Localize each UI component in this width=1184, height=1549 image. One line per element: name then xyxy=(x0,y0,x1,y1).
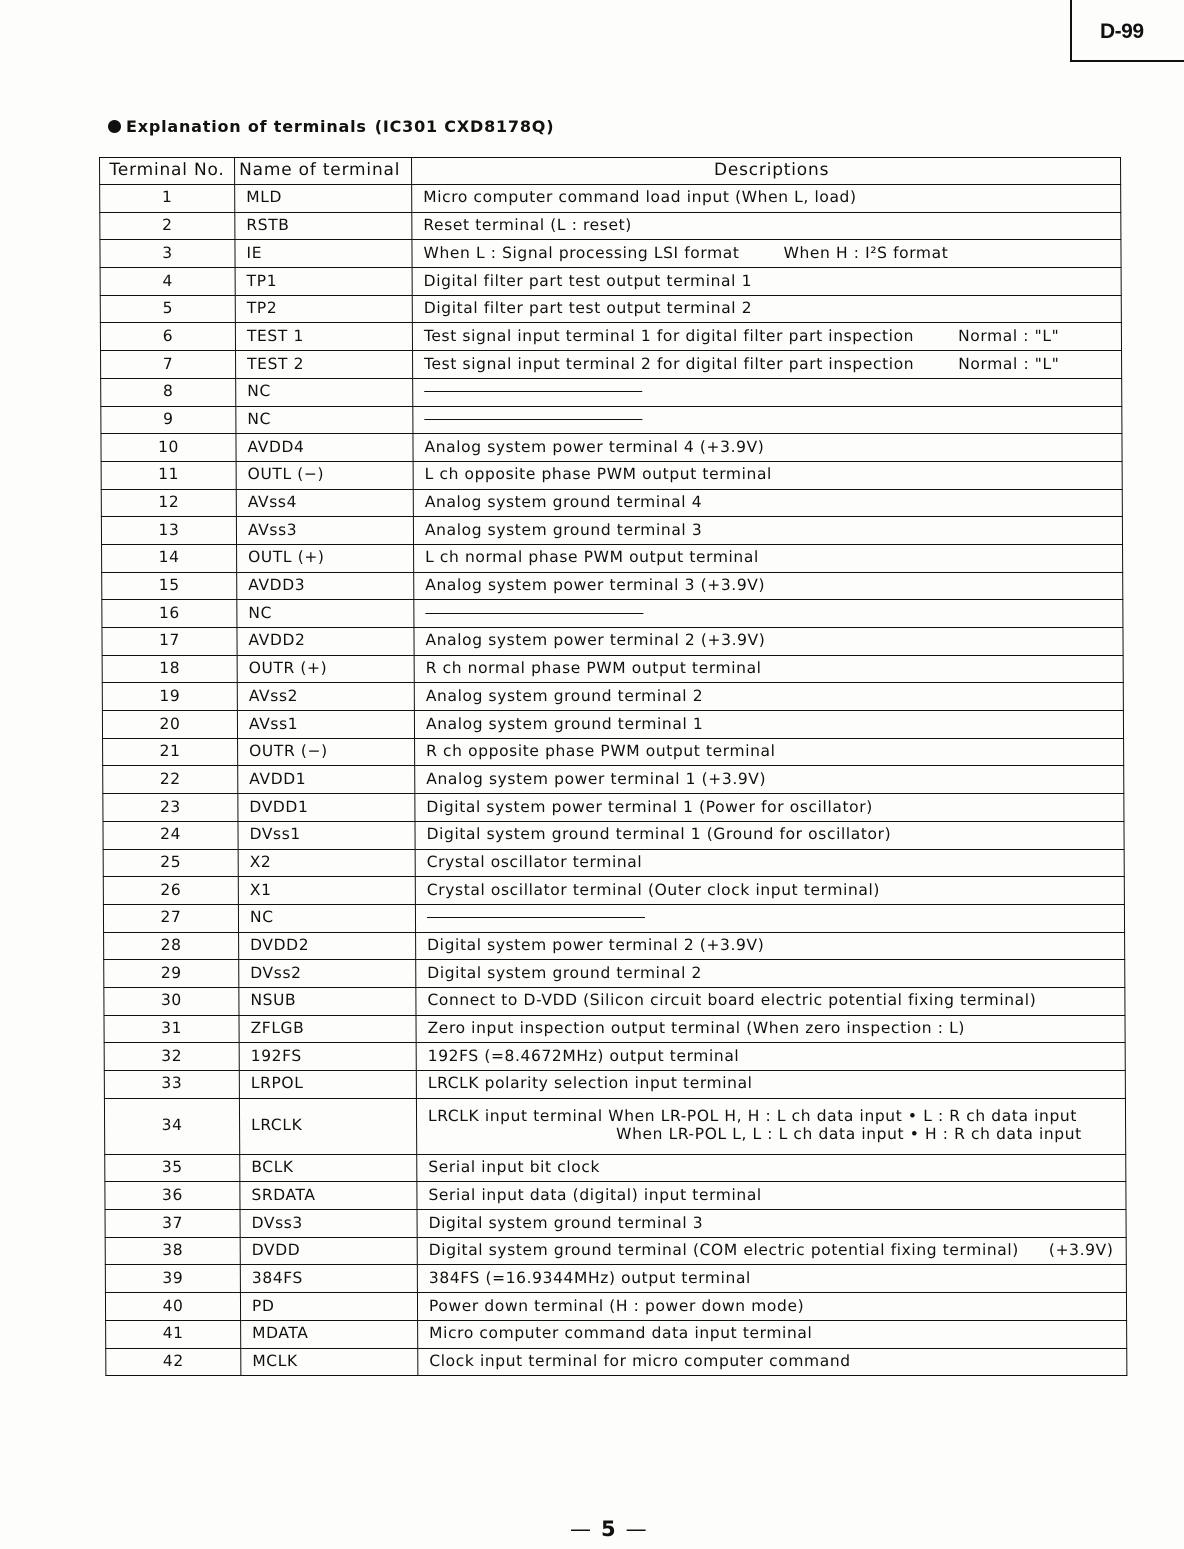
terminal-name-cell: ZFLGB xyxy=(239,1015,416,1043)
description-line-2: When LR-POL L, L : L ch data input • H : R ch data input xyxy=(616,1125,1082,1144)
table-row xyxy=(103,849,1124,877)
description-cell xyxy=(412,323,1121,351)
empty-dash-line xyxy=(424,419,642,420)
terminal-no-cell: 20 xyxy=(102,711,237,739)
table-row xyxy=(100,295,1121,323)
description-cell xyxy=(417,1182,1126,1210)
description-cell xyxy=(417,1154,1126,1182)
description-text: Digital system ground terminal 1 (Ground for oscillator) xyxy=(426,825,892,844)
description-text: Analog system ground terminal 1 xyxy=(425,714,704,733)
table-row xyxy=(106,1348,1127,1376)
empty-dash-line xyxy=(425,613,643,614)
terminal-name-cell: LRCLK xyxy=(239,1098,416,1154)
page-footer xyxy=(560,1517,657,1541)
description-extra: Normal : "L" xyxy=(958,354,1060,373)
terminal-name-cell: TP1 xyxy=(235,268,412,296)
table-row xyxy=(100,212,1121,240)
description-text: R ch normal phase PWM output terminal xyxy=(425,659,762,678)
terminal-name-cell: TP2 xyxy=(235,295,412,323)
page-label: D-99 xyxy=(1100,20,1144,43)
bullet-icon xyxy=(108,120,121,133)
description-text: Serial input bit clock xyxy=(428,1158,601,1177)
terminal-no-cell: 15 xyxy=(102,572,237,600)
header-name-of-terminal: Name of terminal xyxy=(235,158,412,185)
terminal-name-cell: MCLK xyxy=(241,1348,418,1376)
terminal-name-cell: 192FS xyxy=(239,1043,416,1071)
terminal-no-cell: 7 xyxy=(101,351,236,379)
terminal-no-cell: 28 xyxy=(104,932,239,960)
terminals-table xyxy=(99,157,1127,1376)
table-row xyxy=(104,960,1125,988)
terminal-no-cell: 9 xyxy=(101,406,236,434)
header-descriptions: Descriptions xyxy=(412,158,1121,185)
terminal-no-cell: 31 xyxy=(104,1015,239,1043)
terminal-no-cell: 10 xyxy=(101,434,236,462)
table-row xyxy=(103,877,1124,905)
description-text: L ch opposite phase PWM output terminal xyxy=(424,465,772,484)
description-cell xyxy=(415,794,1124,822)
terminal-name-cell: PD xyxy=(240,1293,417,1321)
terminal-no-cell: 40 xyxy=(105,1293,240,1321)
empty-dash-line xyxy=(424,391,642,392)
terminal-no-cell: 11 xyxy=(101,461,236,489)
terminal-no-cell: 25 xyxy=(103,849,238,877)
table-row xyxy=(102,600,1123,628)
description-cell xyxy=(416,987,1125,1015)
description-text: Serial input data (digital) input terminal xyxy=(428,1185,762,1204)
table-row xyxy=(102,683,1123,711)
table-row xyxy=(104,1015,1125,1043)
description-text: 384FS (=16.9344MHz) output terminal xyxy=(428,1268,751,1287)
description-text: Digital system ground terminal (COM electric potential fixing terminal) xyxy=(428,1241,1019,1260)
terminal-no-cell: 27 xyxy=(103,904,238,932)
terminal-name-cell: MLD xyxy=(235,185,412,213)
description-text: Connect to D-VDD (Silicon circuit board electric potential fixing terminal) xyxy=(427,991,1037,1010)
description-text: Test signal input terminal 1 for digital filter part inspection xyxy=(423,326,915,345)
terminal-no-cell: 33 xyxy=(104,1071,239,1099)
description-text: Analog system power terminal 3 (+3.9V) xyxy=(425,576,766,595)
table-row xyxy=(100,323,1121,351)
description-cell xyxy=(413,378,1122,406)
terminal-no-cell: 39 xyxy=(105,1265,240,1293)
description-cell xyxy=(413,489,1122,517)
description-extra: (+3.9V) xyxy=(1048,1241,1114,1260)
terminal-name-cell: SRDATA xyxy=(240,1182,417,1210)
terminal-name-cell: DVDD xyxy=(240,1237,417,1265)
description-cell xyxy=(412,185,1121,213)
description-text: Digital system ground terminal 3 xyxy=(428,1213,704,1232)
table-row xyxy=(101,406,1122,434)
description-cell xyxy=(416,932,1125,960)
terminal-no-cell: 19 xyxy=(102,683,237,711)
terminal-name-cell: NSUB xyxy=(239,987,416,1015)
terminal-no-cell: 21 xyxy=(103,738,238,766)
terminal-name-cell: LRPOL xyxy=(239,1071,416,1099)
description-text: Analog system ground terminal 3 xyxy=(424,520,703,539)
terminal-no-cell: 22 xyxy=(103,766,238,794)
table-row xyxy=(101,517,1122,545)
description-extra: When H : I²S format xyxy=(783,243,949,262)
description-cell xyxy=(412,268,1121,296)
terminal-name-cell: AVDD4 xyxy=(236,434,413,462)
table-row xyxy=(106,1320,1127,1348)
description-text: R ch opposite phase PWM output terminal xyxy=(426,742,776,761)
terminal-no-cell: 18 xyxy=(102,655,237,683)
terminal-no-cell: 36 xyxy=(105,1182,240,1210)
description-cell xyxy=(418,1348,1127,1376)
table-row xyxy=(102,544,1123,572)
terminal-no-cell: 17 xyxy=(102,628,237,656)
terminal-no-cell: 4 xyxy=(100,268,235,296)
description-cell xyxy=(414,572,1123,600)
description-cell xyxy=(412,295,1121,323)
description-cell xyxy=(416,1098,1125,1154)
description-cell xyxy=(416,1015,1125,1043)
table-row xyxy=(102,572,1123,600)
description-cell xyxy=(417,1293,1126,1321)
terminal-name-cell: OUTL (+) xyxy=(237,544,414,572)
description-cell xyxy=(416,960,1125,988)
terminal-no-cell: 26 xyxy=(103,877,238,905)
terminal-name-cell: DVss3 xyxy=(240,1210,417,1238)
table-row xyxy=(101,351,1122,379)
table-row xyxy=(101,434,1122,462)
table-row xyxy=(104,1071,1125,1099)
table-row xyxy=(103,904,1124,932)
description-cell xyxy=(415,904,1124,932)
terminal-name-cell: X1 xyxy=(238,877,415,905)
description-cell xyxy=(414,600,1123,628)
terminal-name-cell: TEST 2 xyxy=(236,351,413,379)
description-text: Micro computer command load input (When L, load) xyxy=(423,188,857,207)
terminal-name-cell: BCLK xyxy=(240,1154,417,1182)
description-cell xyxy=(415,877,1124,905)
terminal-no-cell: 12 xyxy=(101,489,236,517)
heading-part: (IC301 CXD8178Q) xyxy=(374,117,555,136)
terminal-no-cell: 1 xyxy=(100,185,235,213)
table-row xyxy=(103,738,1124,766)
description-cell xyxy=(417,1210,1126,1238)
description-cell xyxy=(416,1071,1125,1099)
terminal-name-cell: DVss1 xyxy=(238,821,415,849)
terminal-name-cell: X2 xyxy=(238,849,415,877)
table-row xyxy=(100,185,1121,213)
terminal-no-cell: 29 xyxy=(104,960,239,988)
description-cell xyxy=(414,683,1123,711)
page-label-box xyxy=(1070,0,1184,62)
description-text: Analog system power terminal 1 (+3.9V) xyxy=(426,769,767,788)
table-row xyxy=(101,461,1122,489)
terminal-name-cell: DVss2 xyxy=(239,960,416,988)
header-terminal-no: Terminal No. xyxy=(100,158,235,185)
description-cell xyxy=(415,738,1124,766)
description-cell xyxy=(416,1043,1125,1071)
table-row xyxy=(100,240,1121,268)
terminal-no-cell: 14 xyxy=(102,544,237,572)
description-text: Digital system ground terminal 2 xyxy=(427,963,702,982)
table-header-row xyxy=(100,158,1121,185)
footer-dash-right: — xyxy=(625,1517,647,1541)
terminal-no-cell: 34 xyxy=(104,1098,239,1154)
terminal-no-cell: 8 xyxy=(101,378,236,406)
terminal-name-cell: OUTR (−) xyxy=(238,738,415,766)
terminal-name-cell: AVDD3 xyxy=(237,572,414,600)
table-row xyxy=(105,1293,1126,1321)
terminal-name-cell: DVDD2 xyxy=(239,932,416,960)
table-row xyxy=(105,1154,1126,1182)
terminal-name-cell: MDATA xyxy=(241,1320,418,1348)
description-text: Power down terminal (H : power down mode) xyxy=(428,1296,805,1315)
description-cell xyxy=(413,461,1122,489)
description-text: Digital filter part test output terminal 1 xyxy=(423,271,753,290)
terminal-name-cell: TEST 1 xyxy=(235,323,412,351)
description-cell xyxy=(417,1237,1126,1265)
description-text: Clock input terminal for micro computer command xyxy=(429,1351,851,1370)
description-cell xyxy=(414,655,1123,683)
terminal-name-cell: AVDD2 xyxy=(237,628,414,656)
terminal-no-cell: 13 xyxy=(101,517,236,545)
table-row xyxy=(104,932,1125,960)
terminal-name-cell: DVDD1 xyxy=(238,794,415,822)
description-text: L ch normal phase PWM output terminal xyxy=(425,548,759,567)
terminal-name-cell: OUTR (+) xyxy=(237,655,414,683)
terminal-name-cell: RSTB xyxy=(235,212,412,240)
terminal-no-cell: 35 xyxy=(105,1154,240,1182)
table-row xyxy=(100,268,1121,296)
table-body xyxy=(100,185,1127,1376)
table-row xyxy=(104,1043,1125,1071)
footer-dash-left: — xyxy=(570,1517,591,1541)
terminal-no-cell: 2 xyxy=(100,212,235,240)
table-row xyxy=(104,987,1125,1015)
terminal-no-cell: 42 xyxy=(106,1348,241,1376)
terminal-name-cell: NC xyxy=(238,904,415,932)
table-row xyxy=(104,1098,1125,1154)
heading-title: Explanation of terminals xyxy=(126,117,367,136)
description-text: Reset terminal (L : reset) xyxy=(423,216,632,235)
terminal-name-cell: IE xyxy=(235,240,412,268)
terminal-no-cell: 23 xyxy=(103,794,238,822)
description-cell xyxy=(412,240,1121,268)
description-text: Crystal oscillator terminal (Outer clock input terminal) xyxy=(426,880,881,899)
terminal-no-cell: 24 xyxy=(103,821,238,849)
terminal-name-cell: AVss1 xyxy=(237,711,414,739)
description-text: Crystal oscillator terminal xyxy=(426,852,643,871)
description-cell xyxy=(415,849,1124,877)
description-text: Digital filter part test output terminal 2 xyxy=(423,299,753,318)
description-text: Test signal input terminal 2 for digital filter part inspection xyxy=(424,354,915,373)
description-text: 192FS (=8.4672MHz) output terminal xyxy=(427,1046,740,1065)
description-cell xyxy=(418,1320,1127,1348)
terminal-no-cell: 37 xyxy=(105,1210,240,1238)
description-extra: Normal : "L" xyxy=(958,326,1060,345)
table-row xyxy=(101,378,1122,406)
terminal-no-cell: 6 xyxy=(100,323,235,351)
terminal-name-cell: NC xyxy=(236,378,413,406)
terminal-name-cell: 384FS xyxy=(240,1265,417,1293)
table-row xyxy=(102,655,1123,683)
description-cell xyxy=(413,351,1122,379)
description-text: Micro computer command data input terminal xyxy=(429,1324,813,1343)
description-text: LRCLK input terminal When LR-POL H, H : L ch data input • L : R ch data input xyxy=(427,1107,1078,1126)
table-row xyxy=(102,628,1123,656)
terminal-no-cell: 3 xyxy=(100,240,235,268)
terminal-no-cell: 41 xyxy=(106,1320,241,1348)
table-row xyxy=(105,1265,1126,1293)
description-cell xyxy=(414,711,1123,739)
section-heading xyxy=(108,117,554,136)
table-row xyxy=(101,489,1122,517)
description-cell xyxy=(413,517,1122,545)
description-cell xyxy=(412,212,1121,240)
terminal-no-cell: 30 xyxy=(104,987,239,1015)
description-text: Digital system power terminal 2 (+3.9V) xyxy=(427,936,765,954)
terminal-name-cell: AVss4 xyxy=(236,489,413,517)
description-text: Zero input inspection output terminal (When zero inspection : L) xyxy=(427,1019,965,1038)
terminal-name-cell: NC xyxy=(236,406,413,434)
table-row xyxy=(103,766,1124,794)
description-cell xyxy=(415,821,1124,849)
terminal-name-cell: AVss3 xyxy=(236,517,413,545)
description-cell xyxy=(414,628,1123,656)
description-cell xyxy=(415,766,1124,794)
terminal-no-cell: 5 xyxy=(100,295,235,323)
description-cell xyxy=(417,1265,1126,1293)
description-text: Analog system ground terminal 2 xyxy=(425,686,704,705)
terminal-name-cell: OUTL (−) xyxy=(236,461,413,489)
description-text: Analog system power terminal 2 (+3.9V) xyxy=(425,631,766,650)
terminal-no-cell: 38 xyxy=(105,1237,240,1265)
terminal-name-cell: AVss2 xyxy=(237,683,414,711)
description-text: LRCLK polarity selection input terminal xyxy=(427,1074,753,1093)
description-text: Digital system power terminal 1 (Power for oscillator) xyxy=(426,797,873,816)
terminal-name-cell: NC xyxy=(237,600,414,628)
table-row xyxy=(105,1210,1126,1238)
page-number: 5 xyxy=(601,1517,616,1541)
description-text: When L : Signal processing LSI format xyxy=(423,243,740,262)
table-row xyxy=(105,1182,1126,1210)
description-cell xyxy=(414,544,1123,572)
table-row xyxy=(105,1237,1126,1265)
empty-dash-line xyxy=(427,917,645,918)
description-cell xyxy=(413,434,1122,462)
description-text: Analog system ground terminal 4 xyxy=(424,493,703,511)
terminal-no-cell: 16 xyxy=(102,600,237,628)
description-text: Analog system power terminal 4 (+3.9V) xyxy=(424,437,765,456)
terminal-no-cell: 32 xyxy=(104,1043,239,1071)
table-row xyxy=(103,794,1124,822)
table-row xyxy=(103,821,1124,849)
terminal-name-cell: AVDD1 xyxy=(238,766,415,794)
description-cell xyxy=(413,406,1122,434)
table-row xyxy=(102,711,1123,739)
